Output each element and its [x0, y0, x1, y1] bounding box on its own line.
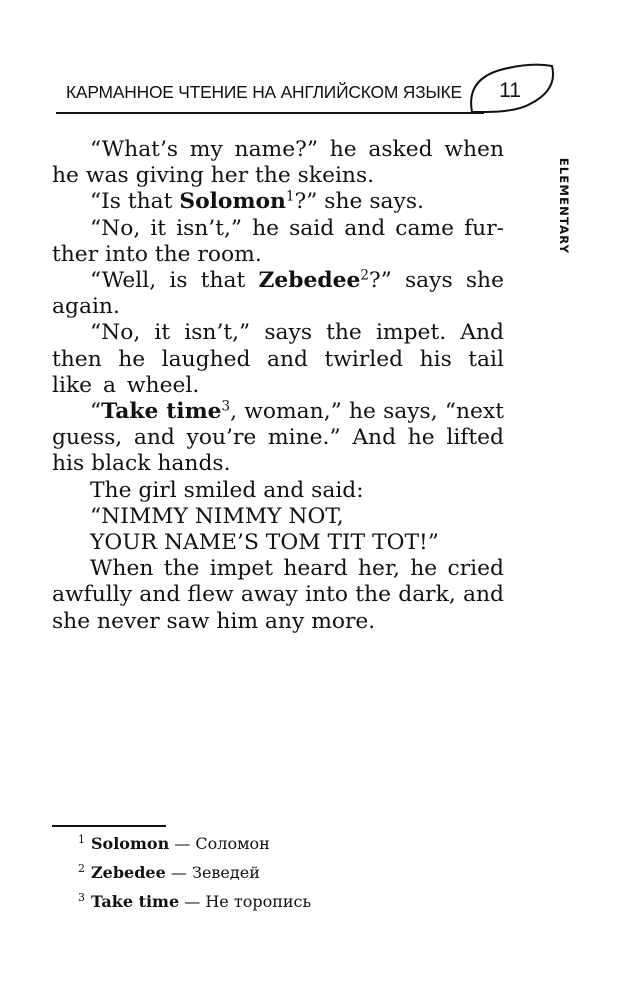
footnote-number: 1 [78, 833, 85, 846]
footnote-translation: Соломон [195, 834, 270, 853]
header-rule [56, 112, 484, 114]
footnote-dash: — [184, 892, 201, 911]
footnote-2 [52, 858, 452, 887]
footnote-translation: Зеведей [191, 863, 260, 882]
footnote-term: Take time [91, 892, 180, 911]
paragraph-6-text-end: , woman,” he says, “next guess, and you’re mine.” And he lifted his black hands. [52, 399, 504, 477]
footnote-term: Zebedee [91, 863, 166, 882]
gloss-term-solomon: Solomon [179, 189, 286, 215]
footnotes [52, 829, 452, 916]
gloss-term-take-time: Take time [101, 399, 222, 425]
paragraph-9: YOUR NAME’S TOM TIT TOT!” [90, 530, 439, 556]
paragraph-2-text: “Is that [90, 189, 180, 215]
story-text [52, 137, 504, 635]
level-label-text: ELEMENTARY [557, 157, 571, 255]
running-title: КАРМАННОЕ ЧТЕНИЕ НА АНГЛИЙСКОМ ЯЗЫКЕ [66, 82, 462, 102]
paragraph-2 [52, 189, 504, 215]
footnote-dash: — [174, 834, 191, 853]
footnote-rule [52, 825, 166, 827]
footnote-term: Solomon [91, 834, 170, 853]
footnote-number: 3 [78, 891, 85, 904]
footnote-1 [52, 829, 452, 858]
footnote-ref-3: 3 [221, 398, 231, 415]
footnote-translation: Не торопись [205, 892, 312, 911]
paragraph-2-text-end: ?” she says. [294, 189, 424, 215]
footnote-dash: — [170, 863, 187, 882]
gloss-term-zebedee: Zebedee [258, 268, 361, 294]
paragraph-8: “NIMMY NIMMY NOT, [90, 503, 344, 529]
paragraph-4-text-end: ?” says she again. [52, 268, 504, 320]
paragraph-1: “What’s my name?” he asked when he was giving her the skeins. [52, 137, 504, 189]
paragraph-6-text: “ [90, 399, 102, 425]
footnote-ref-2: 2 [360, 267, 369, 284]
paragraph-6 [52, 399, 504, 478]
footnote-ref-1: 1 [285, 188, 295, 205]
level-label [552, 145, 576, 267]
footnote-number: 2 [78, 862, 85, 875]
paragraph-10: When the impet heard her, he cried awfully and flew away into the dark, and she never saw him any more. [52, 556, 504, 634]
page-number: 11 [499, 79, 521, 102]
paragraph-3: “No, it isn’t,” he said and came further into the room. [52, 215, 504, 267]
paragraph-4-text: “Well, is that [90, 268, 259, 294]
paragraph-4 [52, 268, 504, 320]
footnote-3 [52, 887, 452, 916]
paragraph-5: “No, it isn’t,” says the impet. And then he laughed and twirled his tail like a wheel. [52, 320, 504, 398]
paragraph-7: The girl smiled and said: [90, 477, 364, 503]
